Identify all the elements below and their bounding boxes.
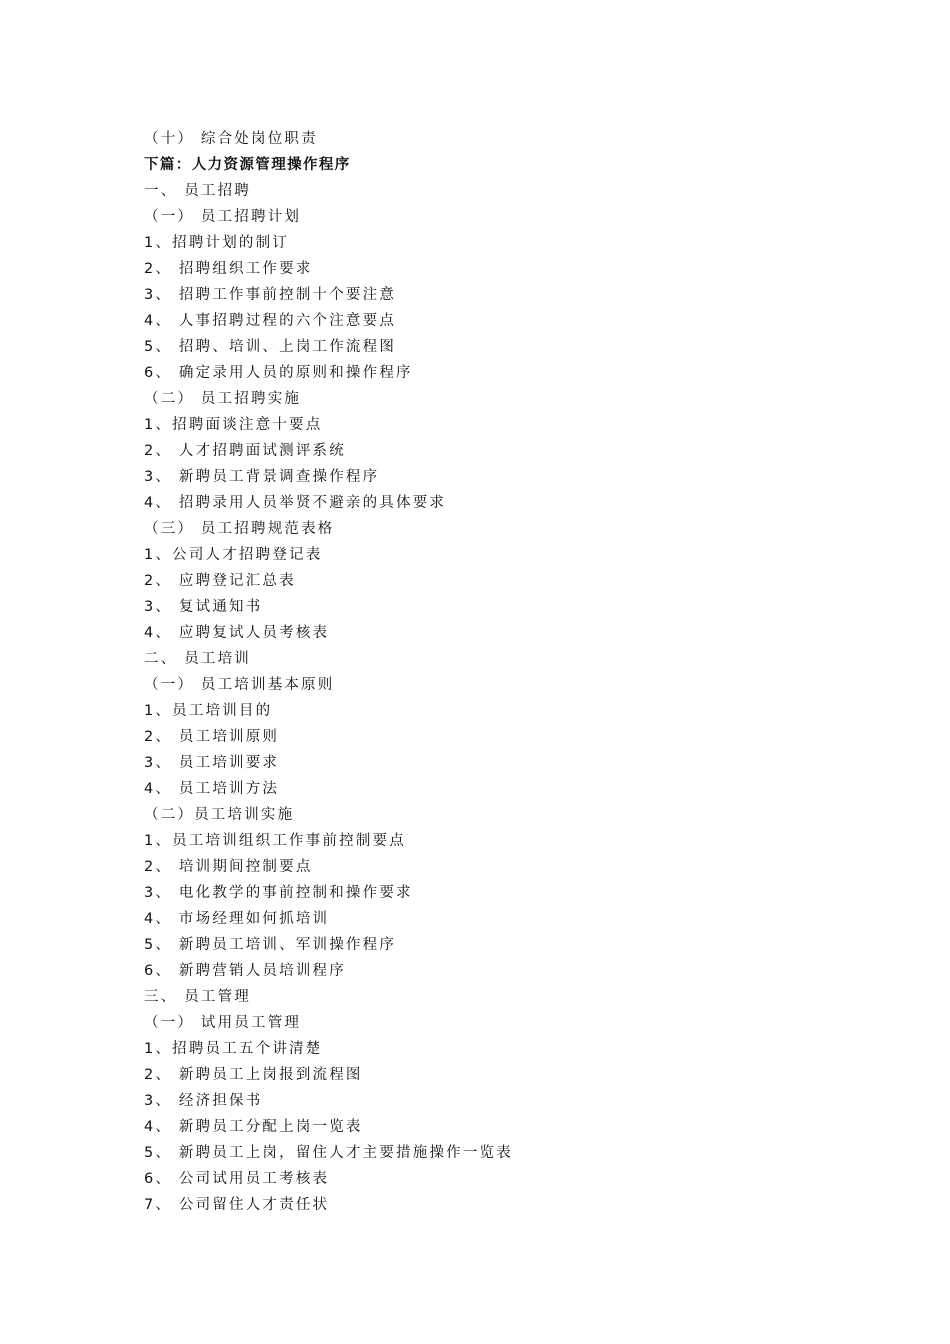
toc-item: 4、 人事招聘过程的六个注意要点: [144, 313, 397, 329]
toc-item: 2、 员工培训原则: [144, 729, 280, 745]
toc-item: 5、 新聘员工上岗，留住人才主要措施操作一览表: [144, 1145, 513, 1161]
toc-item: 3、 员工培训要求: [144, 755, 280, 771]
section-heading: 二、 员工培训: [144, 651, 252, 667]
toc-item: 5、 招聘、培训、上岗工作流程图: [144, 339, 397, 355]
toc-item: 1、招聘计划的制订: [144, 235, 290, 251]
toc-item: 6、 公司试用员工考核表: [144, 1171, 330, 1187]
toc-item: （十） 综合处岗位职责: [144, 131, 318, 147]
toc-item: 2、 应聘登记汇总表: [144, 573, 296, 589]
subsection-heading: （二） 员工招聘实施: [144, 391, 302, 407]
section-heading: 一、 员工招聘: [144, 183, 252, 199]
toc-item: 4、 招聘录用人员举贤不避亲的具体要求: [144, 495, 447, 511]
subsection-heading: （二）员工培训实施: [144, 807, 295, 823]
toc-item: 5、 新聘员工培训、军训操作程序: [144, 937, 397, 953]
toc-item: 3、 招聘工作事前控制十个要注意: [144, 287, 397, 303]
subsection-heading: （三） 员工招聘规范表格: [144, 521, 335, 537]
toc-item: 6、 确定录用人员的原则和操作程序: [144, 365, 413, 381]
document-body: [144, 126, 864, 1218]
toc-item: 2、 新聘员工上岗报到流程图: [144, 1067, 363, 1083]
toc-item: 2、 招聘组织工作要求: [144, 261, 313, 277]
subsection-heading: （一） 试用员工管理: [144, 1015, 302, 1031]
toc-item: 1、公司人才招聘登记表: [144, 547, 323, 563]
toc-item: 3、 电化教学的事前控制和操作要求: [144, 885, 413, 901]
toc-item: 3、 新聘员工背景调查操作程序: [144, 469, 380, 485]
toc-item: 1、招聘员工五个讲清楚: [144, 1041, 323, 1057]
part-title: 下篇：人力资源管理操作程序: [144, 157, 351, 173]
toc-item: 6、 新聘营销人员培训程序: [144, 963, 346, 979]
toc-item: 4、 新聘员工分配上岗一览表: [144, 1119, 363, 1135]
toc-item: 1、员工培训目的: [144, 703, 273, 719]
toc-item: 1、员工培训组织工作事前控制要点: [144, 833, 406, 849]
toc-item: 4、 应聘复试人员考核表: [144, 625, 330, 641]
toc-item: 1、招聘面谈注意十要点: [144, 417, 323, 433]
toc-item: 4、 员工培训方法: [144, 781, 280, 797]
subsection-heading: （一） 员工培训基本原则: [144, 677, 335, 693]
subsection-heading: （一） 员工招聘计划: [144, 209, 302, 225]
toc-item: 4、 市场经理如何抓培训: [144, 911, 330, 927]
section-heading: 三、 员工管理: [144, 989, 252, 1005]
toc-item: 2、 培训期间控制要点: [144, 859, 313, 875]
toc-item: 7、 公司留住人才责任状: [144, 1197, 330, 1213]
toc-item: 3、 复试通知书: [144, 599, 263, 615]
toc-item: 2、 人才招聘面试测评系统: [144, 443, 346, 459]
toc-item: 3、 经济担保书: [144, 1093, 263, 1109]
